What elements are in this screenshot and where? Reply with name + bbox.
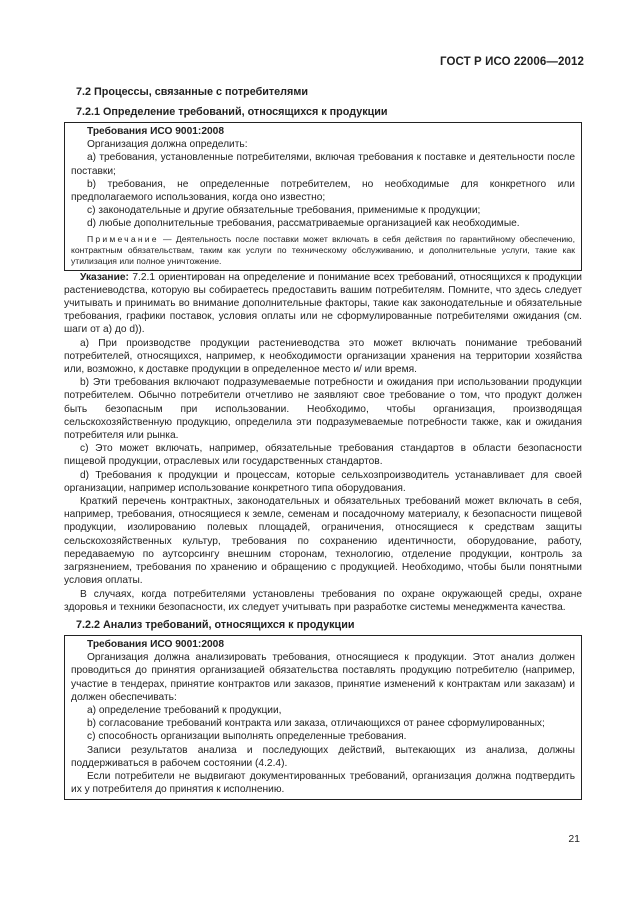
page-content (64, 85, 582, 800)
box-line: Записи результатов анализа и последующих действий, вытекающих из анализа, должны поддерживаться в рабочем состоянии (4.2.4). (71, 744, 575, 769)
page-number: 21 (568, 833, 580, 845)
requirements-heading: Требования ИСО 9001:2008 (87, 126, 224, 137)
box-line: d) любые дополнительные требования, рассматриваемые организацией как необходимые. (87, 218, 520, 230)
guidance-paragraph (64, 271, 582, 337)
iso-requirements-box-7-2-1 (64, 122, 582, 271)
box-line: b) требования, не определенные потребителем, но необходимые для конкретного или предполагаемого использования, когда оно известно; (71, 178, 575, 204)
iso-requirements-box-7-2-2 (64, 635, 582, 800)
body-paragraph: a) При производстве продукции растениеводства это может включать понимание требований потребителей, относящихся, например, к необходимости организации хранения на территории хозяйства или, возможно, к доставке продукции в определенное место и/ или время. (64, 337, 582, 376)
body-paragraph: c) Это может включать, например, обязательные требования стандартов в области безопасности пищевой продукции, отраслевых или государственных стандартов. (64, 443, 582, 468)
guidance-label: Указание: (80, 271, 129, 283)
box-line: Организация должна анализировать требования, относящиеся к продукции. Этот анализ должен проводиться до принятия организацией обязательства поставлять продукцию потребителю (например, участие в тендерах, принятие контрактов или заказов, принятие изменений к контрактам или заказам) и должен обеспечивать: (71, 652, 575, 703)
box-line: a) требования, установленные потребителями, включая требования к поставке и деятельности после поставки; (71, 152, 575, 177)
guidance-text: 7.2.1 ориентирован на определение и понимание всех требований, относящихся к продукции растениеводства, которую вы собираетесь предоставить вашим потребителям. Помните, что здесь следует учитывать и принимать во внимание дополнительные факторы, такие как законодательные и обязательные требования, графики поставок, условия оплаты или не сформулированные потребителями ожидания (см. шаги от а) до d)). (64, 271, 582, 336)
section-7-2-title: 7.2 Процессы, связанные с потребителями (76, 86, 308, 98)
box-line: b) согласование требований контракта или заказа, отличающихся от ранее сформулированных; (87, 718, 545, 730)
requirements-heading: Требования ИСО 9001:2008 (87, 638, 224, 650)
box-line: c) законодательные и другие обязательные требования, применимые к продукции; (87, 205, 481, 217)
box-line: Если потребители не выдвигают документированных требований, организация должна подтвердить их у потребителя до принятия к исполнению. (71, 770, 575, 796)
document-code: ГОСТ Р ИСО 22006—2012 (439, 56, 584, 68)
body-paragraph: b) Эти требования включают подразумеваемые потребности и ожидания при использовании продукции потребителем. Обычно потребители отчетливо не заявляют свое требование о том, что продукт должен быть безопасным при использовании. Необходимо, чтобы организация, производящая сельскохозяйственную продукцию, определила эти подразумеваемые потребности также, как и ожидания потребителя или рынка. (64, 377, 582, 442)
note-label: Примечание (87, 233, 159, 244)
body-paragraph: d) Требования к продукции и процессам, которые сельхозпроизводитель устанавливает для своей организации, например использование конкретного типа оборудования. (64, 469, 582, 494)
section-7-2-1-title: 7.2.1 Определение требований, относящихся к продукции (76, 106, 388, 118)
box-line: a) определение требований к продукции, (87, 704, 282, 716)
section-7-2-2-title: 7.2.2 Анализ требований, относящихся к продукции (76, 618, 355, 631)
box-note (71, 234, 575, 267)
body-paragraph: Краткий перечень контрактных, законодательных и обязательных требований может включать в себя, например, требования, относящиеся к земле, семенам и посадочному материалу, к безопасности пищевой продукции, изолированию полевых площадей, ограничения, относящиеся к средствам защиты сельскохозяйственных культур, требования по сохранению идентичности, оборудование, работу, передаваемую по аутсорсингу внешним сторонам, технологию, отделение продукции, контроль за загрязнением, требования по хранению и обращению с продукцией. Необходимо, чтобы были понятными условия оплаты. (64, 496, 582, 587)
body-paragraph: В случаях, когда потребителями установлены требования по охране окружающей среды, охране здоровья и техники безопасности, их следует учитывать при разработке системы менеджмента качества. (64, 588, 582, 613)
note-text: — Деятельность после поставки может включать в себя действия по гарантийному обеспечению, контрактным обязательствам, таким как услуги по техническому обслуживанию, и дополнительные услуги, такие как утилизация или полное уничтожение. (71, 233, 575, 266)
box-line: c) способность организации выполнять определенные требования. (87, 731, 407, 743)
box-line: Организация должна определить: (87, 139, 248, 151)
